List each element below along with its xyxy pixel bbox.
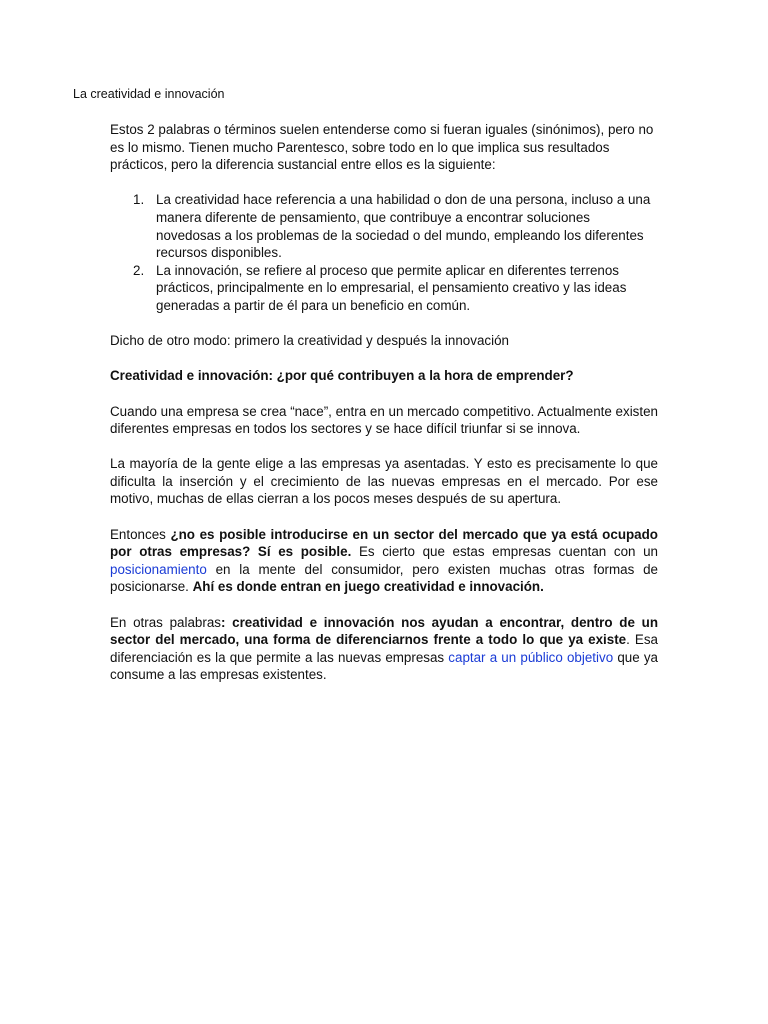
text-mid: Es cierto que estas empresas cuentan con un	[351, 544, 658, 560]
text-end: que ya consume a las empresas existentes.	[110, 649, 658, 683]
bold-question: ¿no es posible introducirse en un sector del mercado que ya está ocupado por otras empresas? Sí es posible.	[110, 526, 658, 560]
list-number: 1.	[133, 192, 145, 208]
text-lead: Entonces	[110, 526, 171, 542]
text-after-link: en la mente del consumidor, pero existen muchas otras formas de posicionarse.	[110, 561, 658, 595]
paragraph-differentiation	[110, 614, 658, 684]
captar-publico-link[interactable]: captar a un público objetivo	[448, 649, 614, 665]
list-item	[110, 262, 658, 315]
list-item	[110, 191, 658, 261]
bold-statement: : creatividad e innovación nos ayudan a encontrar, dentro de un sector del mercado, una forma de diferenciarnos frente a todo lo que ya existe	[110, 614, 658, 648]
paragraph-positioning	[110, 526, 658, 596]
list-item-text: La creatividad hace referencia a una habilidad o don de una persona, incluso a una manera diferente de pensamiento, que contribuye a encontrar soluciones novedosas a los problemas de la sociedad o del mundo, empleando los diferentes recursos disponibles.	[156, 192, 651, 261]
summary-paragraph: Dicho de otro modo: primero la creatividad y después la innovación	[110, 333, 509, 349]
bold-conclusion: Ahí es donde entran en juego creatividad e innovación.	[192, 579, 544, 595]
intro-paragraph: Estos 2 palabras o términos suelen entenderse como si fueran iguales (sinónimos), pero no es lo mismo. Tienen mucho Parentesco, sobre todo en lo que implica sus resultados prácticos, pero la diferencia sustancial entre ellos es la siguiente:	[110, 122, 654, 173]
definition-list	[110, 191, 658, 314]
section-subheading: Creatividad e innovación: ¿por qué contribuyen a la hora de emprender?	[110, 368, 574, 384]
text-lead: En otras palabras	[110, 614, 221, 630]
paragraph-established-companies: La mayoría de la gente elige a las empresas ya asentadas. Y esto es precisamente lo que dificulta la inserción y el crecimiento de las nuevas empresas en el mercado. Por ese motivo, muchas de ellas cierran a los pocos meses después de su apertura.	[110, 456, 658, 507]
posicionamiento-link[interactable]: posicionamiento	[110, 561, 207, 577]
document-title: La creatividad e innovación	[73, 87, 225, 101]
text-mid: . Esa diferenciación es la que permite a las nuevas empresas	[110, 632, 659, 665]
list-number: 2.	[133, 262, 145, 278]
paragraph-competitive-market: Cuando una empresa se crea “nace”, entra en un mercado competitivo. Actualmente existen diferentes empresas en todos los sectores y se hace difícil triunfar si se innova.	[110, 403, 658, 437]
list-item-text: La innovación, se refiere al proceso que permite aplicar en diferentes terrenos prácticos, principalmente en lo empresarial, el pensamiento creativo y las ideas generadas a partir de él para un beneficio en común.	[156, 262, 627, 313]
document-body	[110, 121, 658, 702]
